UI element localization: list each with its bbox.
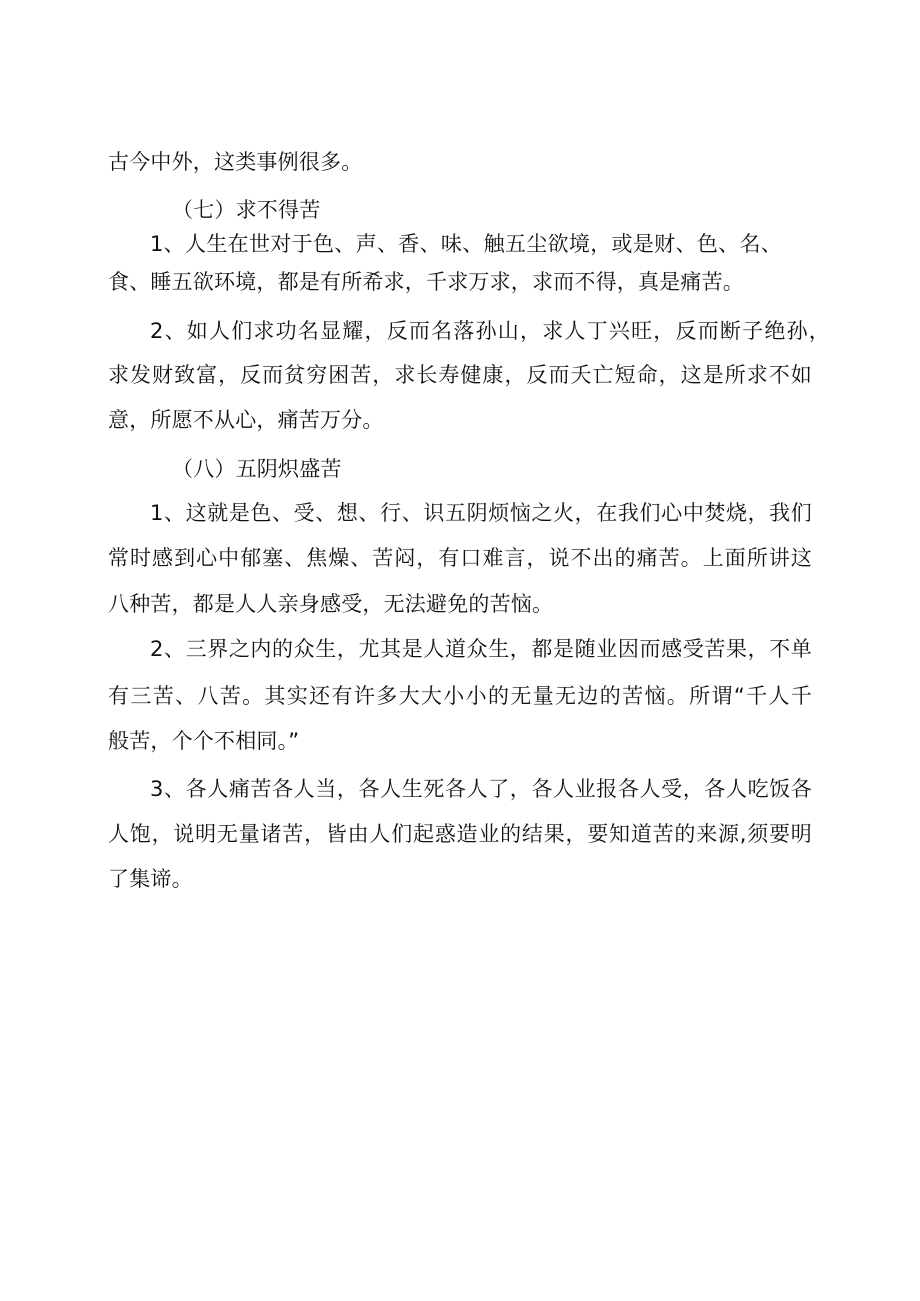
section-8-paragraph-2-line-2: 有三苦、八苦。其实还有许多大大小小的无量无边的苦恼。所谓“千人千 xyxy=(108,684,812,708)
section-8-paragraph-1-line-2: 常时感到心中郁塞、焦燥、苦闷，有口难言，说不出的痛苦。上面所讲这 xyxy=(108,546,812,570)
section-8-paragraph-1-line-1: 1、这就是色、受、想、行、识五阴烦恼之火，在我们心中焚烧，我们 xyxy=(150,501,812,525)
section-8-paragraph-2-line-1: 2、三界之内的众生，尤其是人道众生，都是随业因而感受苦果，不单 xyxy=(150,637,812,661)
section-7-paragraph-2-line-1: 2、如人们求功名显耀，反而名落孙山，求人丁兴旺，反而断子绝孙， xyxy=(150,319,830,343)
section-8-paragraph-1-line-3: 八种苦，都是人人亲身感受，无法避免的苦恼。 xyxy=(108,592,554,616)
section-8-paragraph-3-line-3: 了集谛。 xyxy=(108,867,193,891)
section-7-heading: （七）求不得苦 xyxy=(172,198,321,222)
section-7-paragraph-2-line-2: 求发财致富，反而贫穷困苦，求长寿健康，反而夭亡短命，这是所求不如 xyxy=(108,363,812,387)
section-8-paragraph-2-line-3: 般苦，个个不相同。” xyxy=(108,729,300,753)
intro-line: 古今中外，这类事例很多。 xyxy=(108,150,363,174)
section-7-paragraph-1-line-1: 1、人生在世对于色、声、香、味、触五尘欲境，或是财、色、名、 xyxy=(150,232,782,256)
section-8-paragraph-3-line-1: 3、各人痛苦各人当，各人生死各人了，各人业报各人受，各人吃饭各 xyxy=(150,777,812,801)
section-7-paragraph-1-line-2: 食、睡五欲环境，都是有所希求，千求万求，求而不得，真是痛苦。 xyxy=(108,270,744,294)
section-7-paragraph-2-line-3: 意，所愿不从心，痛苦万分。 xyxy=(108,408,384,432)
section-8-heading: （八）五阴炽盛苦 xyxy=(172,457,342,481)
section-8-paragraph-3-line-2: 人饱，说明无量诸苦，皆由人们起惑造业的结果，要知道苦的来源,须要明 xyxy=(108,822,812,846)
